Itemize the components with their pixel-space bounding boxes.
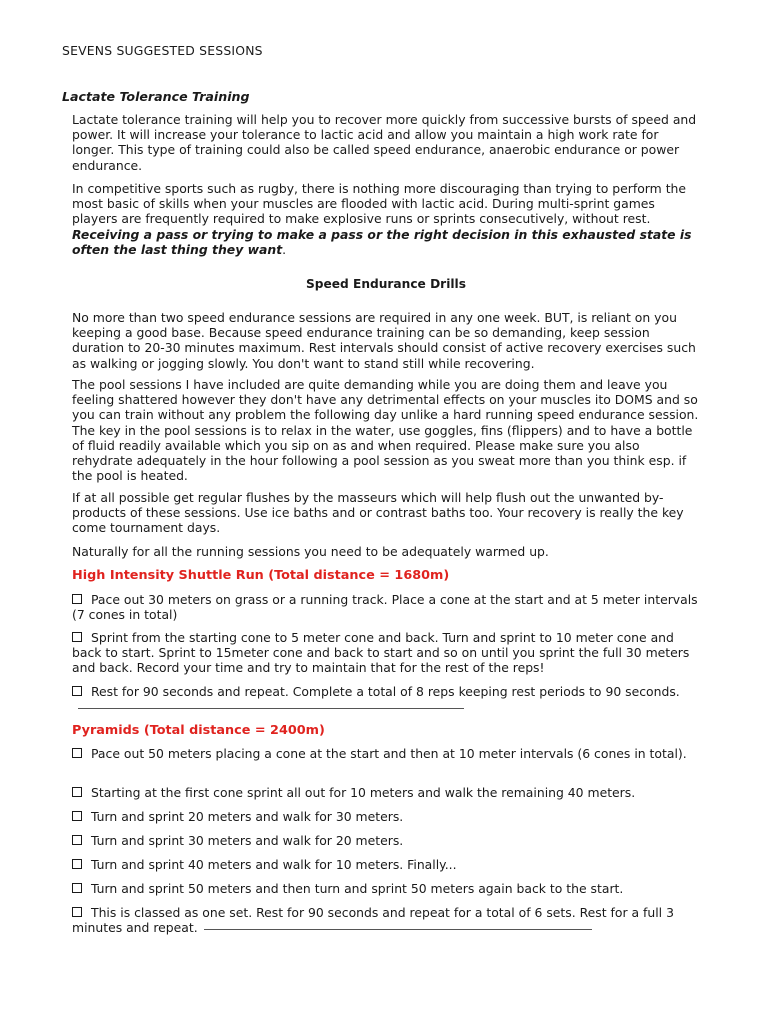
checkbox-icon [72,907,82,917]
shuttle-item [72,630,700,676]
checkbox-icon [72,835,82,845]
rugby-paragraph [72,181,700,257]
checkbox-icon [72,859,82,869]
pyramids-item-text: Turn and sprint 30 meters and walk for 20 meters. [91,833,404,848]
pyramids-item [72,905,700,935]
shuttle-item-text: Sprint from the starting cone to 5 meter cone and back. Turn and sprint to 10 meter cone and back to start. Sprint to 15meter cone and back to start and so on until you sprint the full 30 meters and back. Record your time and try to maintain that for the rest of the reps! [72,630,690,676]
shuttle-item [72,592,700,622]
sessions-paragraph: No more than two speed endurance sessions are required in any one week. BUT, is reliant on you keeping a good base. Because speed endurance training can be so demanding, keep session duration to 20-30 minutes maximum. Rest intervals should consist of active recovery exercises such as walking or jogging slowly. You don't want to stand still while recovering. [72,310,696,371]
drills-heading: Speed Endurance Drills [306,277,466,291]
checkbox-icon [72,686,82,696]
recovery-paragraph: If at all possible get regular flushes by the masseurs which will help flush out the unwanted by-products of these sessions. Use ice baths and or contrast baths too. Your recovery is really the key come tournament days. [72,490,684,536]
pyramids-item [72,809,700,824]
divider-line [204,929,592,930]
shuttle-item [72,684,700,714]
section-title: Lactate Tolerance Training [62,89,250,104]
rugby-paragraph-text: In competitive sports such as rugby, there is nothing more discouraging than trying to perform the most basic of skills when your muscles are flooded with lactic acid. During multi-sprint games players are frequently required to make explosive runs or sprints consecutively, without rest. [72,181,687,227]
divider-line [78,708,464,709]
page-header: SEVENS SUGGESTED SESSIONS [62,43,263,58]
pool-paragraph: The pool sessions I have included are quite demanding while you are doing them and leave you feeling shattered however they don't have any detrimental effects on your muscles ito DOMS and so you can train without any problem the following day unlike a hard running speed endurance session. The key in the pool sessions is to relax in the water, use goggles, fins (flippers) and to have a bottle of fluid readily available which you sip on as and when required. Please make sure you also rehydrate adequately in the hour following a pool session as you sweat more than you think esp. if the pool is heated. [72,377,699,484]
pyramids-heading: Pyramids (Total distance = 2400m) [72,723,325,738]
checkbox-icon [72,748,82,758]
shuttle-item-text: Rest for 90 seconds and repeat. Complete a total of 8 reps keeping rest periods to 90 seconds. [91,684,680,699]
pyramids-item-text: This is classed as one set. Rest for 90 seconds and repeat for a total of 6 sets. Rest for a full 3 minutes and repeat. [72,905,674,936]
pyramids-item-text: Turn and sprint 50 meters and then turn and sprint 50 meters again back to the start. [91,881,624,896]
intro-paragraph: Lactate tolerance training will help you to recover more quickly from successive bursts of speed and power. It will increase your tolerance to lactic acid and allow you maintain a high work rate for longer. This type of training could also be called speed endurance, anaerobic endurance or power endurance. [72,112,697,173]
pyramids-item [72,785,700,800]
pyramids-item [72,881,700,896]
shuttle-item-text: Pace out 30 meters on grass or a running track. Place a cone at the start and at 5 meter intervals (7 cones in total) [72,592,698,623]
emphasis-text: Receiving a pass or trying to make a pass or the right decision in this exhausted state is often the last thing they want [72,226,692,257]
pyramids-item [72,857,700,872]
checkbox-icon [72,594,82,604]
warmup-paragraph: Naturally for all the running sessions you need to be adequately warmed up. [72,544,549,559]
pyramids-item [72,833,700,848]
rugby-paragraph-end: . [282,241,287,257]
shuttle-run-heading: High Intensity Shuttle Run (Total distance = 1680m) [72,568,450,583]
pyramids-item-text: Pace out 50 meters placing a cone at the start and then at 10 meter intervals (6 cones in total). [91,746,687,761]
checkbox-icon [72,632,82,642]
checkbox-icon [72,787,82,797]
pyramids-item-text: Turn and sprint 40 meters and walk for 10 meters. Finally... [91,857,457,872]
checkbox-icon [72,883,82,893]
pyramids-item-text: Turn and sprint 20 meters and walk for 30 meters. [91,809,404,824]
pyramids-item-text: Starting at the first cone sprint all out for 10 meters and walk the remaining 40 meters. [91,785,636,800]
pyramids-item [72,746,700,761]
checkbox-icon [72,811,82,821]
